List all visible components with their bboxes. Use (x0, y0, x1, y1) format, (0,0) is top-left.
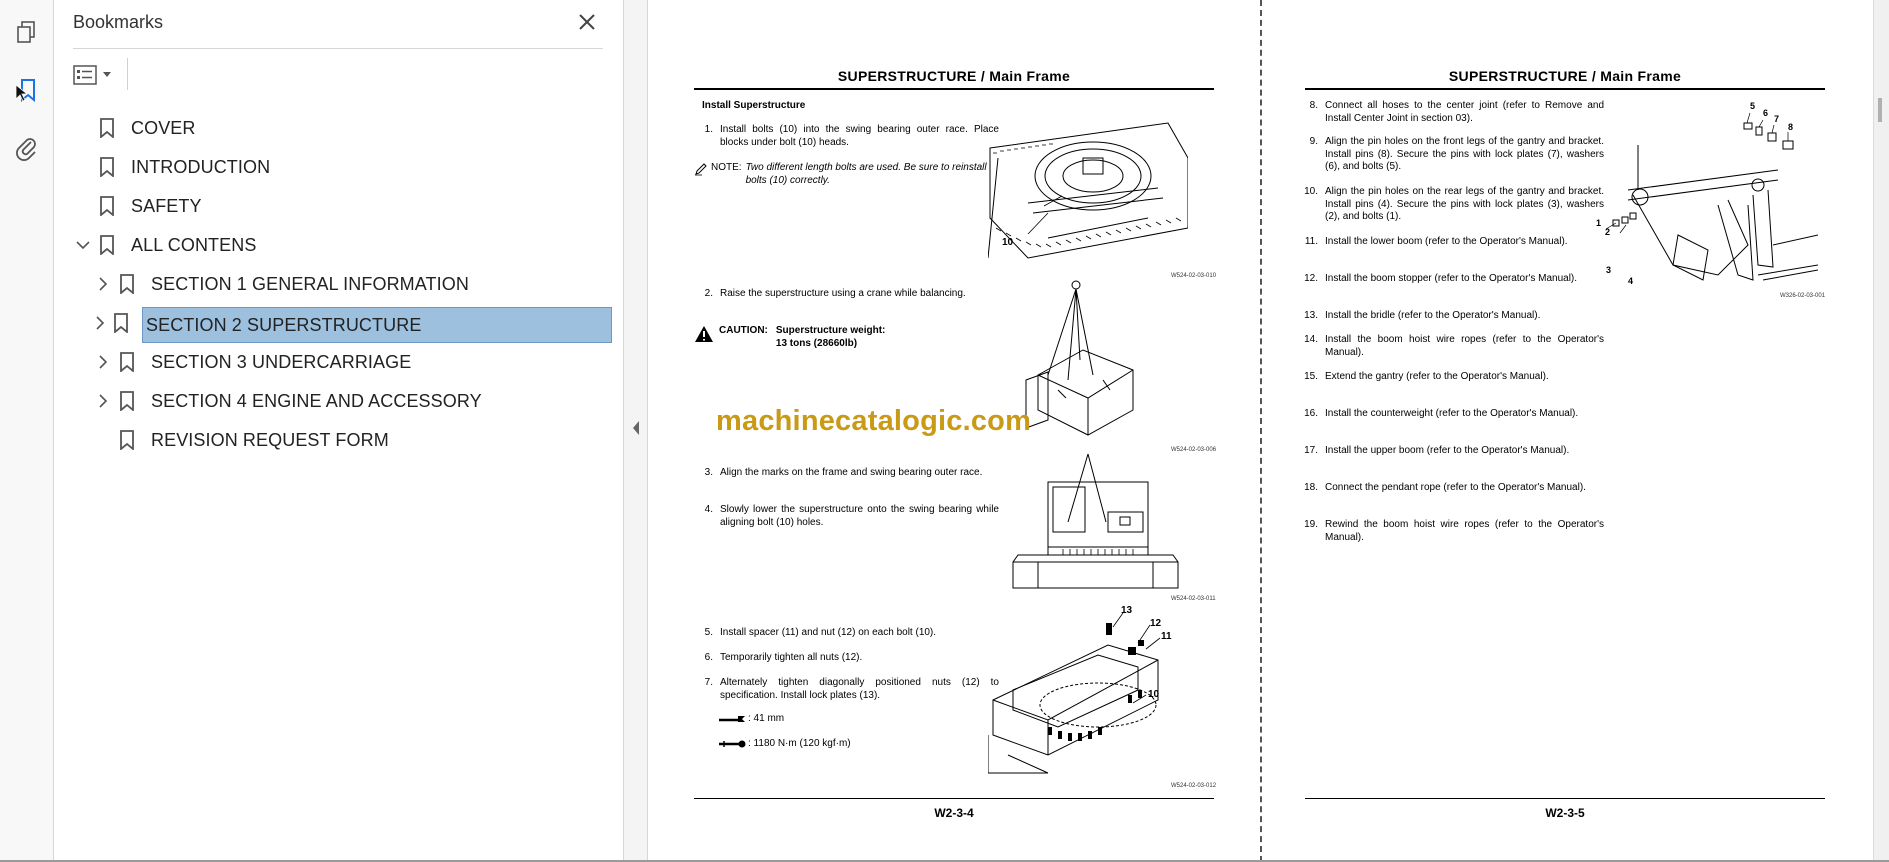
list-options-icon (73, 65, 97, 85)
bookmark-item-revision-request-form[interactable] (95, 424, 389, 456)
page-number: W2-3-4 (934, 806, 974, 820)
bookmark-icon (113, 313, 129, 333)
gantry-pins-figure (1578, 95, 1818, 295)
scrollbar-thumb[interactable] (1878, 98, 1882, 122)
bookmark-icon (99, 157, 115, 177)
bookmark-icon (119, 352, 135, 372)
chevron-down-icon[interactable] (75, 237, 91, 253)
bookmark-label: SECTION 2 SUPERSTRUCTURE (146, 314, 422, 335)
svg-text:13: 13 (1121, 605, 1133, 616)
bookmark-item-section-4[interactable] (95, 385, 482, 417)
bookmark-label: REVISION REQUEST FORM (151, 429, 389, 450)
warning-triangle-icon (694, 325, 714, 343)
divider (127, 58, 128, 90)
caution-box: CAUTION: Superstructure weight: 13 tons (28660lb) (694, 325, 885, 350)
step-14: 14. Install the boom hoist wire ropes (refer to the Operator's Manual). (1304, 334, 1604, 358)
step-18: 18. Connect the pendant rope (refer to the Operator's Manual). (1304, 482, 1586, 493)
step-5: 5. Install spacer (11) and nut (12) on each bolt (10). (704, 627, 937, 638)
figure-caption: W524-02-03-011 (1171, 596, 1216, 602)
svg-text:1: 1 (1596, 218, 1602, 228)
vertical-scrollbar[interactable] (1873, 0, 1889, 862)
bookmark-label: ALL CONTENS (131, 234, 257, 255)
title-rule (1305, 88, 1825, 90)
bookmark-label: SECTION 3 UNDERCARRIAGE (151, 351, 412, 372)
bookmark-label: SECTION 4 ENGINE AND ACCESSORY (151, 390, 482, 411)
bookmark-icon (99, 196, 115, 216)
bookmark-item-safety[interactable] (75, 190, 202, 222)
svg-text:5: 5 (1750, 101, 1756, 111)
svg-text:11: 11 (1161, 631, 1172, 642)
bookmark-label: SECTION 1 GENERAL INFORMATION (151, 273, 469, 294)
footer-rule (1305, 798, 1825, 799)
chevron-right-icon[interactable] (95, 354, 111, 370)
lowering-superstructure-figure (1008, 452, 1183, 592)
step-10: 10. Align the pin holes on the rear legs of the gantry and bracket. Install pins (4). Secure the pins with lock plates (3), washers (2), and bolts (1). (1304, 186, 1604, 223)
step-9: 9. Align the pin holes on the front legs of the gantry and bracket. Install pins (8). Secure the pins with lock plates (7), washers (6), and bolts (5). (1309, 136, 1604, 173)
bookmark-item-cover[interactable] (75, 112, 196, 144)
page-thumbnails-icon[interactable] (9, 14, 45, 50)
bookmark-icon (119, 430, 135, 450)
chevron-right-icon[interactable] (95, 315, 105, 331)
bookmark-item-section-1[interactable] (95, 268, 469, 300)
bookmark-panel-icon[interactable] (9, 72, 45, 108)
step-15: 15. Extend the gantry (refer to the Operator's Manual). (1304, 371, 1549, 382)
chevron-right-icon[interactable] (95, 276, 111, 292)
panel-title: Bookmarks (73, 12, 164, 32)
bookmark-item-section-2[interactable] (95, 307, 141, 339)
bookmark-item-all-contens[interactable] (75, 229, 256, 261)
bookmark-icon (119, 274, 135, 294)
page-separator (1260, 0, 1262, 862)
attachment-icon[interactable] (9, 130, 45, 166)
step-17: 17. Install the upper boom (refer to the Operator's Manual). (1304, 445, 1570, 456)
wrench-spec: : 41 mm (718, 713, 784, 726)
step-6: 6. Temporarily tighten all nuts (12). (704, 652, 863, 663)
bookmark-icon (119, 391, 135, 411)
close-icon[interactable] (575, 10, 599, 34)
svg-text:4: 4 (1628, 276, 1634, 286)
bookmark-label: INTRODUCTION (131, 156, 271, 177)
pencil-note-icon (694, 162, 708, 176)
main-frame-bolts-figure (988, 605, 1188, 775)
figure-caption: W524-02-03-006 (1171, 447, 1217, 453)
note: NOTE: Two different length bolts are used. Be sure to reinstall bolts (10) correctly. (694, 162, 1004, 187)
figure-caption: W524-02-03-012 (1171, 783, 1217, 789)
step-4: 4. Slowly lower the superstructure onto the swing bearing while aligning bolt (10) holes. (704, 504, 999, 528)
svg-text:7: 7 (1774, 114, 1780, 124)
watermark: machinecatalogic.com (716, 405, 1032, 437)
title-rule (694, 88, 1214, 90)
panel-splitter[interactable] (623, 0, 648, 862)
page-number: W2-3-5 (1545, 806, 1585, 820)
wrench-icon (718, 714, 748, 724)
navigation-toolbar (0, 0, 54, 862)
step-8: 8. Connect all hoses to the center joint (refer to Remove and Install Center Joint in section 03). (1309, 100, 1604, 124)
footer-rule (694, 798, 1214, 799)
step-19: 19. Rewind the boom hoist wire ropes (refer to the Operator's Manual). (1304, 519, 1604, 543)
step-1: 1. Install bolts (10) into the swing bearing outer race. Place blocks under bolt (10) heads. (704, 124, 999, 148)
svg-text:10: 10 (1148, 689, 1160, 700)
chevron-right-icon[interactable] (95, 393, 111, 409)
step-13: 13. Install the bridle (refer to the Operator's Manual). (1304, 310, 1541, 321)
figure-label: 10 (1002, 237, 1014, 248)
crane-lift-figure (1018, 280, 1148, 440)
torque-wrench-icon (718, 739, 748, 749)
page-title: SUPERSTRUCTURE / Main Frame (837, 68, 1071, 84)
bookmark-label: SAFETY (131, 195, 202, 216)
figure-caption: W326-02-03-001 (1780, 293, 1826, 299)
step-2: 2. Raise the superstructure using a crane while balancing. (704, 288, 966, 299)
figure-caption: W524-02-03-010 (1171, 273, 1217, 279)
bookmark-item-section-3[interactable] (95, 346, 411, 378)
bookmark-item-section-2-selected[interactable] (142, 307, 612, 343)
collapse-panel-icon[interactable] (631, 420, 641, 436)
step-16: 16. Install the counterweight (refer to the Operator's Manual). (1304, 408, 1579, 419)
svg-text:2: 2 (1605, 227, 1611, 237)
step-12: 12. Install the boom stopper (refer to the Operator's Manual). (1304, 273, 1578, 284)
svg-text:8: 8 (1788, 122, 1794, 132)
bookmark-item-introduction[interactable] (75, 151, 270, 183)
bookmark-options-button[interactable] (73, 60, 125, 90)
section-subheading: Install Superstructure (702, 100, 806, 111)
page-title: SUPERSTRUCTURE / Main Frame (1448, 68, 1682, 84)
bookmark-label: COVER (131, 117, 196, 138)
svg-text:3: 3 (1606, 265, 1612, 275)
bookmark-icon (99, 118, 115, 138)
bookmarks-panel (55, 0, 623, 862)
step-11: 11. Install the lower boom (refer to the Operator's Manual). (1304, 236, 1568, 247)
divider (73, 48, 603, 49)
svg-text:12: 12 (1150, 618, 1162, 629)
chevron-down-icon (103, 72, 111, 78)
bookmark-icon (99, 235, 115, 255)
step-3: 3. Align the marks on the frame and swing bearing outer race. (704, 467, 983, 478)
swing-bearing-figure (988, 118, 1188, 266)
step-7: 7. Alternately tighten diagonally positioned nuts (12) to specification. Install lock plates (13). (704, 677, 999, 701)
document-view[interactable] (648, 0, 1873, 862)
svg-text:6: 6 (1763, 108, 1769, 118)
torque-spec: : 1180 N·m (120 kgf·m) (718, 738, 851, 751)
